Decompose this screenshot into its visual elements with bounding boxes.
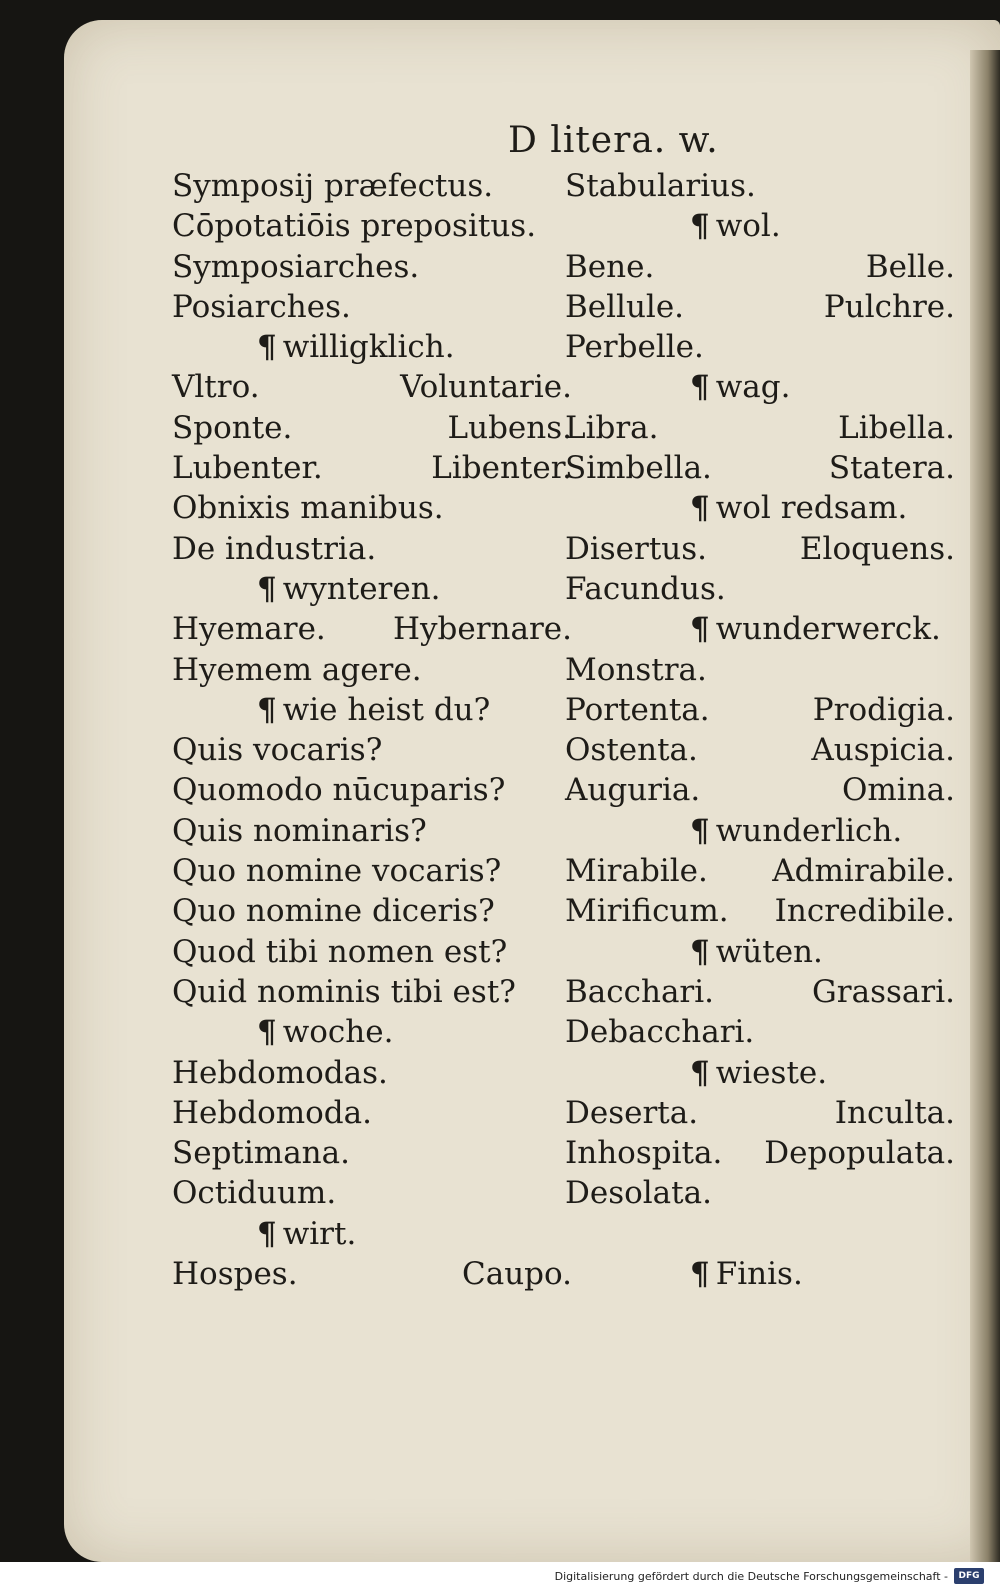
synonym-word: Depopulata. <box>764 1135 955 1172</box>
synonym-word: Disertus. <box>565 530 708 567</box>
entry-heading <box>565 367 955 407</box>
synonym-word: Libra. <box>565 409 659 446</box>
synonym-line: Septimana. <box>172 1135 350 1172</box>
pilcrow-icon: ¶ <box>257 691 277 728</box>
synonym-line: Octiduum. <box>172 1175 337 1212</box>
blank-line <box>565 1214 955 1254</box>
heading-word: wüten. <box>715 933 823 970</box>
page-header: D litera. w. <box>508 120 719 161</box>
synonym-word: Omina. <box>841 772 955 809</box>
synonym-line: Debacchari. <box>565 1014 755 1051</box>
heading-word: wunderlich. <box>715 812 903 849</box>
synonym-word: Libenter. <box>431 450 572 487</box>
entry-heading <box>565 609 955 649</box>
entry-heading <box>172 569 572 609</box>
synonym-line: Quod tibi nomen est? <box>172 933 508 970</box>
synonym-line: De industria. <box>172 530 377 567</box>
synonym-line: Quomodo nūcuparis? <box>172 772 506 809</box>
synonym-pair <box>565 851 955 891</box>
pilcrow-icon: ¶ <box>690 933 710 970</box>
synonym-word: Statera. <box>828 450 955 487</box>
left-column <box>172 166 572 1294</box>
footer-credit: Digitalisierung gefördert durch die Deutsche Forschungsgemeinschaft - <box>554 1570 948 1583</box>
synonym-pair <box>565 287 955 327</box>
heading-word: wieste. <box>715 1054 828 1091</box>
pilcrow-icon: ¶ <box>690 812 710 849</box>
synonym-pair <box>565 247 955 287</box>
synonym-word: Portenta. <box>565 691 710 728</box>
entry-heading <box>172 1012 572 1052</box>
synonym-line: Perbelle. <box>565 329 704 366</box>
synonym-pair <box>565 972 955 1012</box>
pilcrow-icon: ¶ <box>257 570 277 607</box>
synonym-pair <box>565 448 955 488</box>
synonym-pair <box>172 448 572 488</box>
synonym-pair <box>565 1133 955 1173</box>
synonym-pair <box>565 730 955 770</box>
synonym-pair <box>565 529 955 569</box>
synonym-word: Inculta. <box>834 1094 955 1131</box>
synonym-word: Auspicia. <box>811 732 955 769</box>
synonym-pair <box>172 408 572 448</box>
entry-heading <box>565 1254 955 1294</box>
synonym-word: Deserta. <box>565 1094 699 1131</box>
synonym-pair <box>172 1254 572 1294</box>
synonym-word: Inhospita. <box>565 1135 723 1172</box>
heading-word: willigklich. <box>282 329 455 366</box>
synonym-word: Hospes. <box>172 1256 298 1293</box>
synonym-word: Hyemare. <box>172 611 326 648</box>
dfg-logo: DFG <box>954 1568 984 1584</box>
synonym-line: Hebdomoda. <box>172 1094 372 1131</box>
synonym-word: Ostenta. <box>565 732 698 769</box>
footer-bar <box>0 1562 1000 1591</box>
synonym-line: Cōpotatiōis prepositus. <box>172 208 537 245</box>
synonym-line: Quis nominaris? <box>172 812 427 849</box>
synonym-word: Prodigia. <box>812 691 955 728</box>
synonym-line: Symposij præfectus. <box>172 168 494 204</box>
synonym-line: Facundus. <box>565 570 726 607</box>
page-edge <box>970 50 1000 1570</box>
heading-word: wunderwerck. <box>715 611 941 648</box>
synonym-word: Belle. <box>865 248 955 285</box>
pilcrow-icon: ¶ <box>690 611 710 648</box>
synonym-word: Admirabile. <box>772 853 955 890</box>
synonym-word: Bellule. <box>565 288 685 325</box>
synonym-word: Mirabile. <box>565 853 708 890</box>
heading-word: wag. <box>715 369 791 406</box>
synonym-word: Pulchre. <box>823 288 955 325</box>
synonym-word: Lubens. <box>447 409 572 446</box>
synonym-word: Lubenter. <box>172 450 323 487</box>
synonym-pair <box>172 367 572 407</box>
entry-heading <box>172 1214 572 1254</box>
synonym-line: Hyemem agere. <box>172 651 422 688</box>
entry-heading <box>172 327 572 367</box>
entry-heading <box>565 488 955 528</box>
synonym-pair <box>565 1093 955 1133</box>
synonym-word: Voluntarie. <box>400 369 572 406</box>
synonym-word: Auguria. <box>565 772 701 809</box>
pilcrow-icon: ¶ <box>690 208 710 245</box>
synonym-word: Bacchari. <box>565 973 715 1010</box>
right-column <box>565 166 955 1294</box>
pilcrow-icon: ¶ <box>690 490 710 527</box>
synonym-line: Quis vocaris? <box>172 732 383 769</box>
heading-word: woche. <box>282 1014 394 1051</box>
pilcrow-icon: ¶ <box>690 1054 710 1091</box>
pilcrow-icon: ¶ <box>257 1014 277 1051</box>
heading-word: Finis. <box>715 1256 803 1293</box>
entry-heading <box>172 690 572 730</box>
synonym-line: Hebdomodas. <box>172 1054 388 1091</box>
synonym-word: Grassari. <box>812 973 955 1010</box>
synonym-word: Hybernare. <box>392 611 572 648</box>
heading-word: wol redsam. <box>715 490 908 527</box>
heading-word: wirt. <box>282 1215 357 1252</box>
synonym-pair <box>172 609 572 649</box>
synonym-pair <box>565 690 955 730</box>
entry-heading <box>565 811 955 851</box>
synonym-word: Vltro. <box>172 369 260 406</box>
synonym-word: Sponte. <box>172 409 293 446</box>
synonym-word: Bene. <box>565 248 655 285</box>
synonym-line: Desolata. <box>565 1175 712 1212</box>
synonym-line: Quo nomine vocaris? <box>172 853 502 890</box>
synonym-word: Libella. <box>838 409 955 446</box>
synonym-line: Monstra. <box>565 651 707 688</box>
heading-word: wie heist du? <box>282 691 491 728</box>
pilcrow-icon: ¶ <box>257 1215 277 1252</box>
synonym-pair <box>565 891 955 931</box>
synonym-word: Simbella. <box>565 450 712 487</box>
synonym-pair <box>565 408 955 448</box>
pilcrow-icon: ¶ <box>690 1256 710 1293</box>
pilcrow-icon: ¶ <box>690 369 710 406</box>
synonym-line: Obnixis manibus. <box>172 490 444 527</box>
synonym-line: Quo nomine diceris? <box>172 893 495 930</box>
synonym-line: Posiarches. <box>172 288 351 325</box>
entry-heading <box>565 932 955 972</box>
synonym-word: Caupo. <box>462 1256 572 1293</box>
heading-word: wol. <box>715 208 781 245</box>
synonym-word: Mirificum. <box>565 893 729 930</box>
heading-word: wynteren. <box>282 570 441 607</box>
entry-heading <box>565 1053 955 1093</box>
synonym-pair <box>565 770 955 810</box>
synonym-word: Incredibile. <box>774 893 955 930</box>
synonym-line: Stabularius. <box>565 168 756 204</box>
pilcrow-icon: ¶ <box>257 329 277 366</box>
synonym-line: Quid nominis tibi est? <box>172 973 516 1010</box>
entry-heading <box>565 206 955 246</box>
synonym-line: Symposiarches. <box>172 248 420 285</box>
synonym-word: Eloquens. <box>799 530 955 567</box>
